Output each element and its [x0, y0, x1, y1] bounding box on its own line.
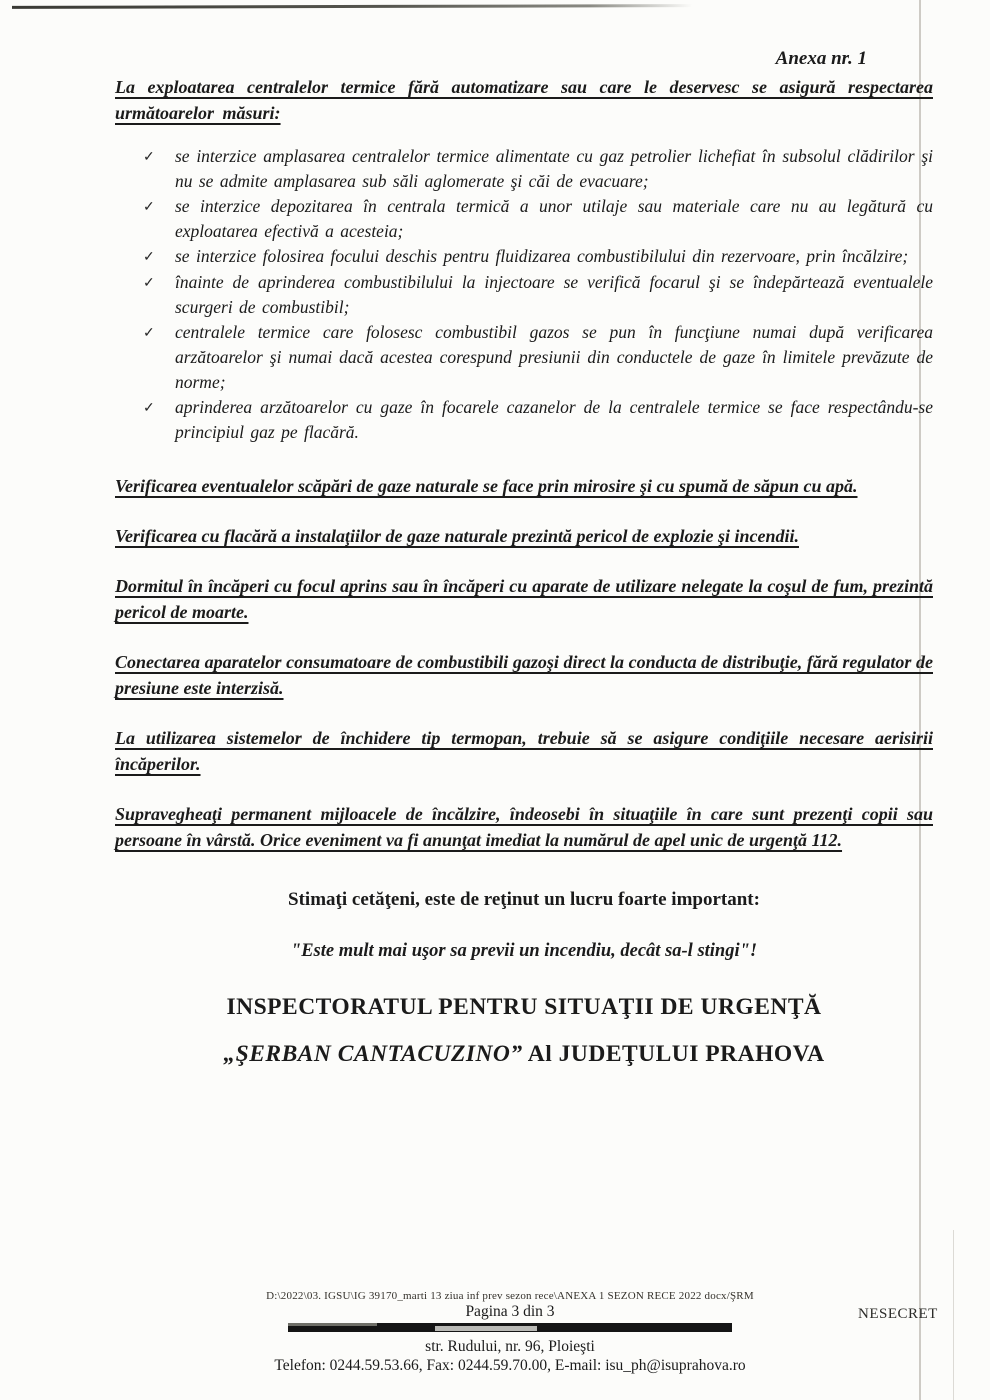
- contact-line: Telefon: 0244.59.53.66, Fax: 0244.59.70.00, E-mail: isu_ph@isuprahova.ro: [274, 1357, 746, 1374]
- checkmark-icon: ✓: [143, 200, 155, 215]
- citizens-notice: Stimaţi cetăţeni, este de reţinut un lucru foarte important:: [288, 889, 760, 910]
- statement-paragraph: Verificarea eventualelor scăpări de gaze naturale se face prin mirosire şi cu spumă de săpun cu apă.: [115, 476, 858, 496]
- issuer-quoted-name: „ŞERBAN CANTACUZINO”: [223, 1041, 523, 1067]
- list-item: [115, 144, 933, 194]
- statement-paragraph: Dormitul în încăperi cu focul aprins sau în încăperi cu aparate de utilizare nelegate la coşul de fum, prezintă pericol de moarte.: [115, 576, 933, 622]
- annex-label: Anexa nr. 1: [775, 48, 867, 69]
- scan-artifact-top-line: [12, 4, 692, 9]
- checkmark-icon: ✓: [143, 401, 155, 416]
- prevention-quote: "Este mult mai uşor sa previi un incendiu, decât sa-l stingi"!: [290, 941, 758, 961]
- document-body: [115, 48, 933, 1068]
- classification-label: NESECRET: [858, 1306, 938, 1322]
- list-item-text: aprinderea arzătoarelor cu gaze în focarele cazanelor de la centralele termice se face respectându-se principiul gaz pe flacără.: [175, 397, 933, 442]
- page-number: Pagina 3 din 3: [465, 1303, 555, 1320]
- footer-bar-gray-segment: [435, 1326, 537, 1330]
- footer-bar-fade: [288, 1323, 377, 1326]
- scan-artifact-vertical-line-2: [953, 1230, 954, 1400]
- list-item: [115, 395, 933, 445]
- checkmark-icon: ✓: [143, 326, 155, 341]
- statement-paragraph: Verificarea cu flacără a instalaţiilor de gaze naturale prezintă pericol de explozie şi incendii.: [115, 526, 799, 546]
- list-item: [115, 194, 933, 244]
- warning-statements: [115, 473, 933, 853]
- checkmark-icon: ✓: [143, 276, 155, 291]
- list-item-text: se interzice amplasarea centralelor termice alimentate cu gaz petrolier lichefiat în subsolul clădirilor şi nu se admite amplasarea sub săli aglomerate şi căi de evacuare;: [175, 146, 933, 191]
- file-path-text: D:\2022\03. IGSU\IG 39170_marti 13 ziua inf prev sezon rece\ANEXA 1 SEZON RECE 2022 docx/ŞRM: [266, 1290, 754, 1302]
- address-line: str. Rudului, nr. 96, Ploieşti: [425, 1338, 595, 1355]
- issuer-name-line1: INSPECTORATUL PENTRU SITUAŢII DE URGENŢĂ: [226, 994, 822, 1020]
- checkmark-icon: ✓: [143, 250, 155, 265]
- list-item: [115, 270, 933, 320]
- list-item: [115, 244, 933, 270]
- footer-divider-bar: [288, 1323, 732, 1332]
- statement-paragraph: Conectarea aparatelor consumatoare de combustibili gazoşi direct la conducta de distribuţie, fără regulator de presiune este interzisă.: [115, 652, 933, 698]
- list-item-text: se interzice depozitarea în centrala termică a unor utilaje sau materiale care nu au legătură cu exploatarea efectivă a acesteia;: [175, 196, 933, 241]
- page-footer: [130, 1290, 890, 1375]
- list-item-text: se interzice folosirea focului deschis pentru fluidizarea combustibilului din rezervoare, prin încălzire;: [175, 246, 909, 266]
- list-item: [115, 320, 933, 395]
- checkmark-icon: ✓: [143, 150, 155, 165]
- issuer-county: Al JUDEŢULUI PRAHOVA: [522, 1041, 825, 1067]
- statement-paragraph: Supravegheaţi permanent mijloacele de încălzire, îndeosebi în situaţiile în care sunt prezenţi copii sau persoane în vârstă. Orice eveniment va fi anunţat imediat la numărul de apel unic de urgenţă 112.: [115, 804, 933, 850]
- measures-list: [115, 144, 933, 445]
- issuer-name-line2: [115, 1041, 933, 1068]
- section-heading: La exploatarea centralelor termice fără automatizare sau care le deservesc se asigură respectarea următoarelor măsuri:: [115, 77, 933, 123]
- list-item-text: centralele termice care folosesc combustibil gazos se pun în funcţiune numai după verificarea arzătoarelor şi numai dacă acestea corespund presiunii din conductele de gaze în limitele prevăzute de norme;: [175, 322, 933, 392]
- statement-paragraph: La utilizarea sistemelor de închidere tip termopan, trebuie să se asigure condiţiile necesare aerisirii încăperilor.: [115, 728, 933, 774]
- list-item-text: înainte de aprinderea combustibilului la injectoare se verifică focarul şi se îndepărtează eventualele scurgeri de combustibil;: [175, 272, 933, 317]
